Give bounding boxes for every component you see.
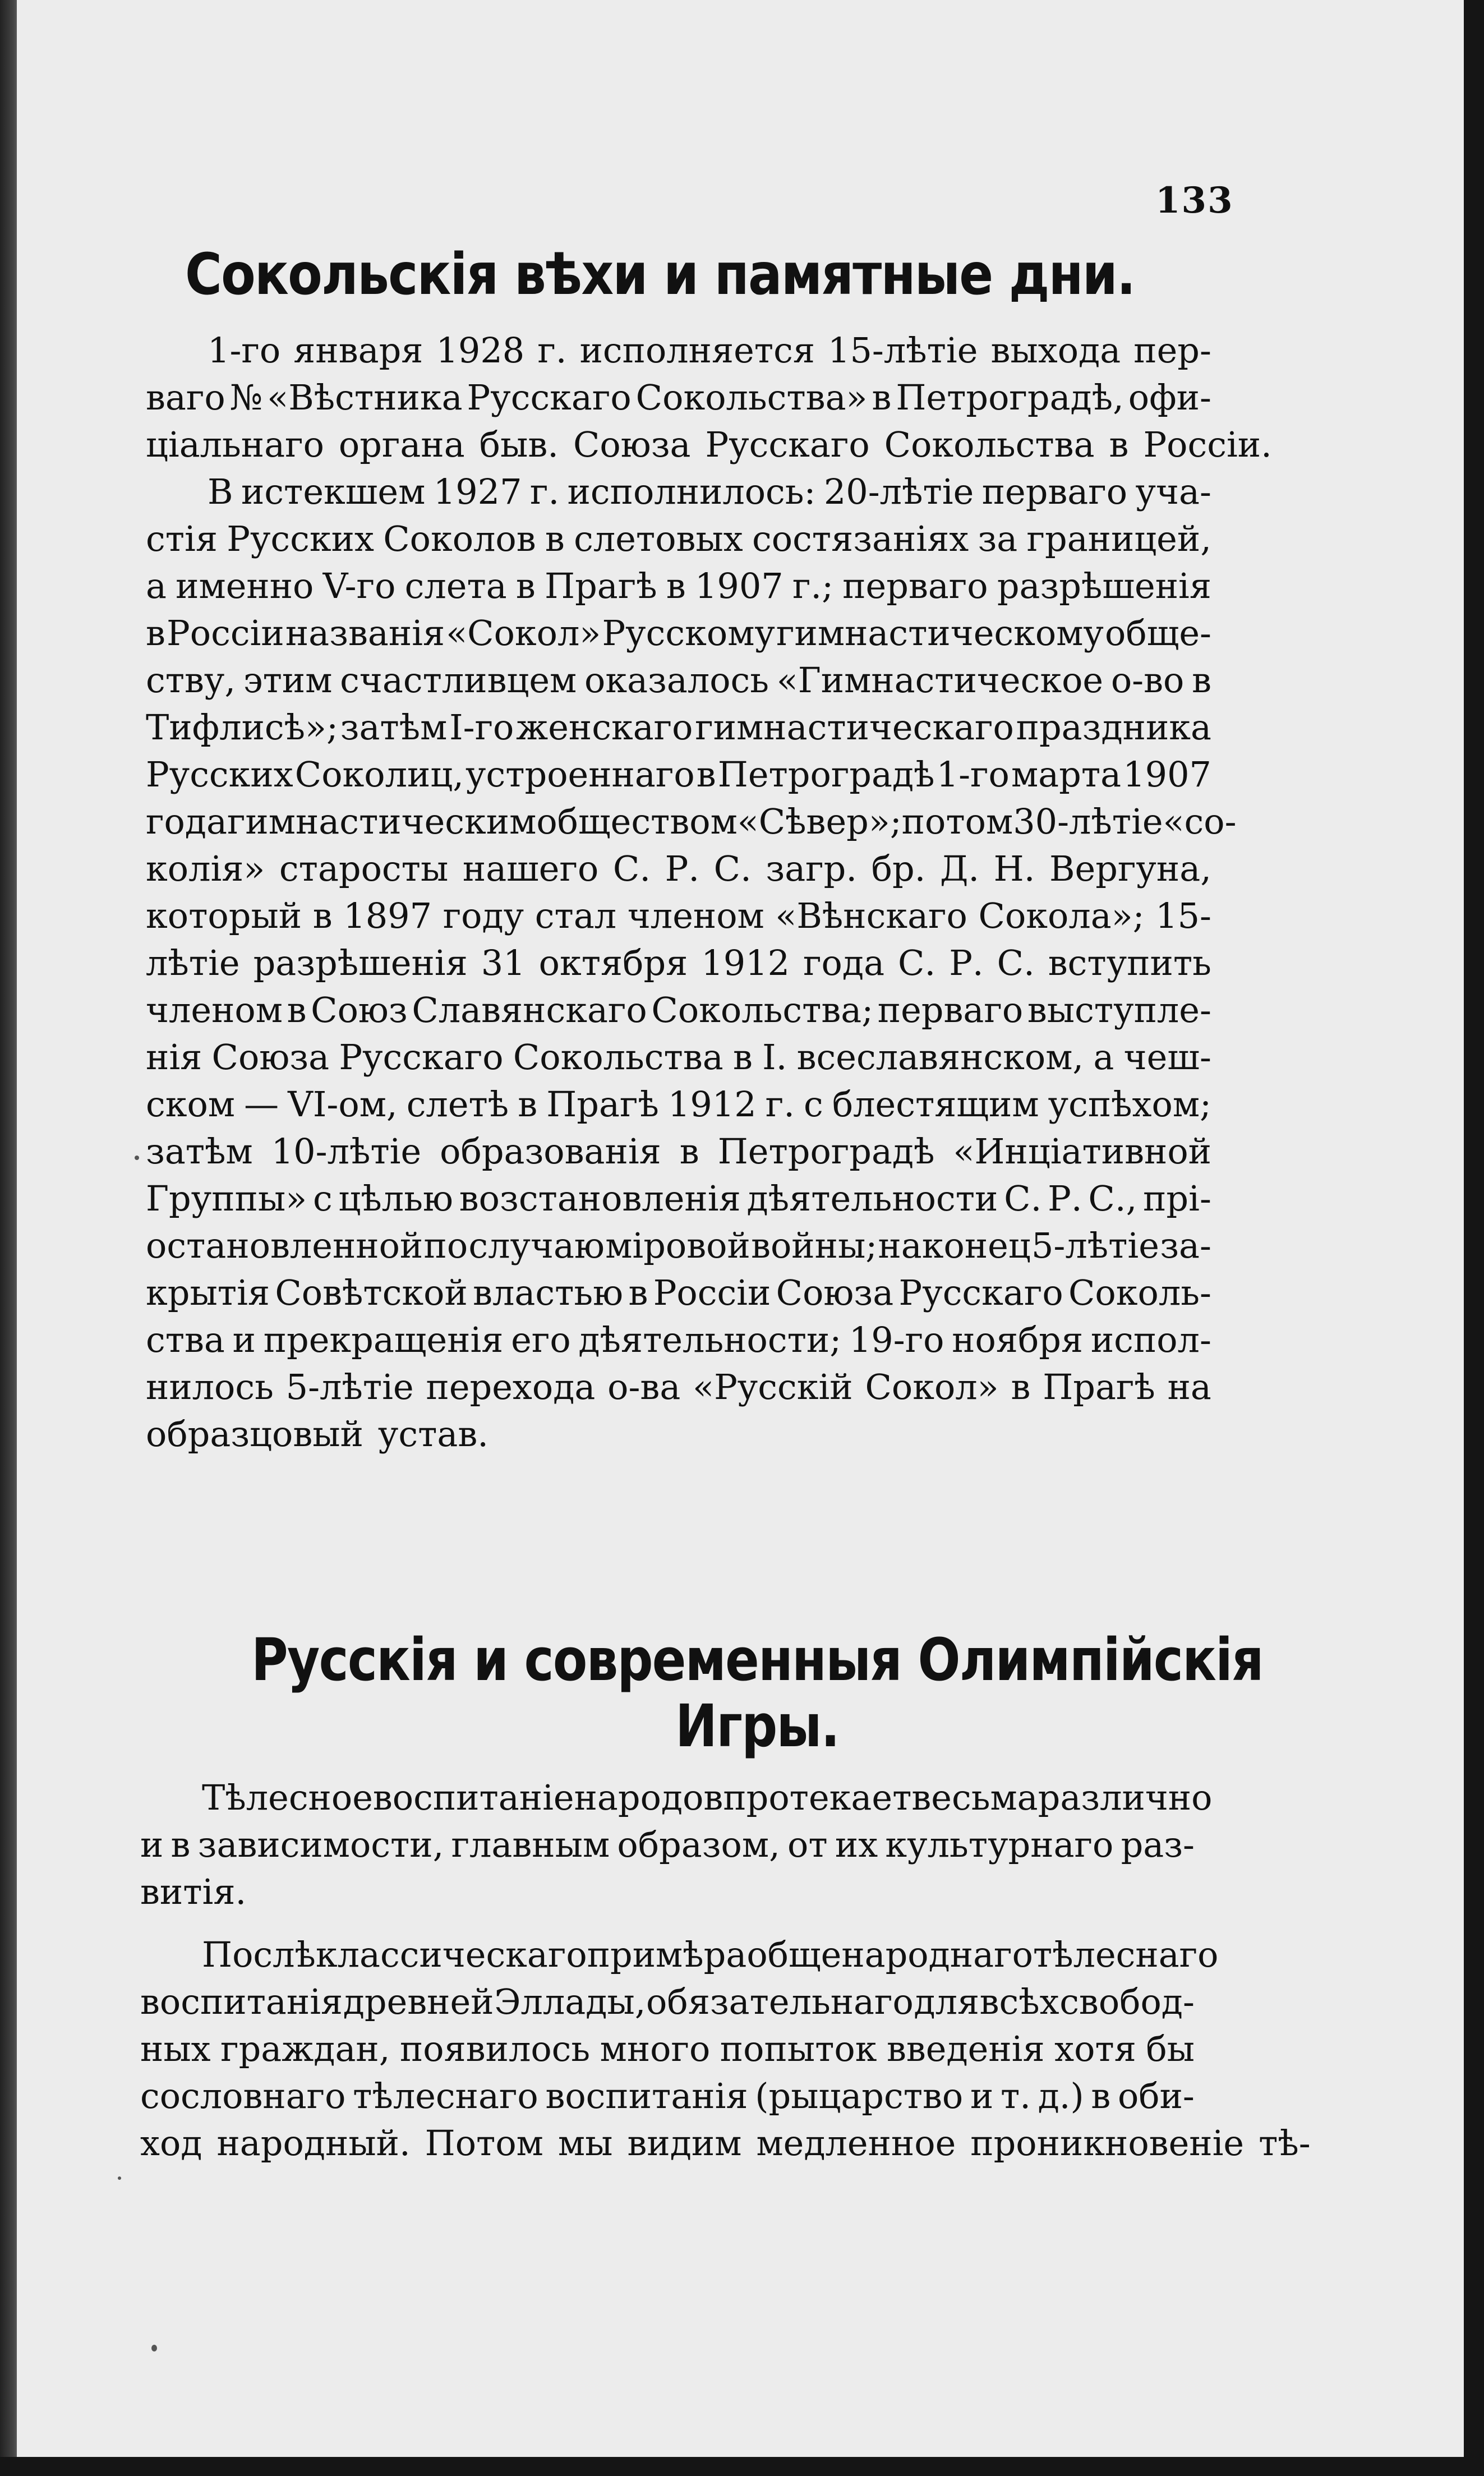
word: дѣятельности <box>746 1178 998 1219</box>
word: хотя <box>1054 2028 1136 2069</box>
word: разрѣшенія <box>253 942 468 983</box>
word: Петроградѣ, <box>896 377 1124 418</box>
word: воспитаніе <box>372 1777 574 1818</box>
word: исполнилось: <box>567 471 816 512</box>
word: обязательнаго <box>646 1981 914 2022</box>
word: их <box>835 1824 878 1865</box>
word: ход <box>140 2123 202 2164</box>
word: Россіи <box>653 1272 771 1313</box>
word: 30-лѣтіе <box>1013 801 1163 842</box>
word: Эллады, <box>494 1981 646 2022</box>
word: нилось <box>146 1366 274 1407</box>
word: устроеннаго <box>466 754 695 795</box>
word: января <box>293 330 423 371</box>
word: в <box>628 1272 648 1313</box>
text-line <box>146 991 1211 1030</box>
word: с <box>804 1084 823 1125</box>
text-line <box>208 331 1211 370</box>
word: 19-го <box>849 1319 944 1360</box>
word: введенія <box>886 2028 1045 2069</box>
word: загр. <box>766 848 858 889</box>
word: нашего <box>462 848 599 889</box>
right-scan-border <box>1462 0 1484 2476</box>
word: колія» <box>146 848 265 889</box>
bottom-scan-border <box>0 2457 1484 2476</box>
word: Потом <box>425 2123 543 2164</box>
word: от <box>787 1824 828 1865</box>
word: «Гимнастическое <box>776 660 1104 701</box>
word: V-го <box>322 565 396 606</box>
word: Славянскаго <box>412 990 647 1030</box>
word: г. <box>529 471 560 512</box>
text-line <box>146 755 1211 794</box>
word: слетѣ <box>406 1084 509 1125</box>
word: на <box>1167 1366 1211 1407</box>
section-2-title <box>163 1627 1352 1759</box>
word: в <box>1109 424 1129 465</box>
word: образованія <box>440 1131 661 1172</box>
word: VI-ом, <box>288 1084 398 1125</box>
word: ных <box>140 2028 211 2069</box>
word: затѣм <box>146 1131 253 1172</box>
word: тѣлеснаго <box>1033 1934 1219 1975</box>
word: наконец <box>878 1225 1031 1266</box>
word: в <box>872 377 892 418</box>
text-line <box>140 2123 1311 2164</box>
text-line <box>146 1368 1211 1407</box>
word: Сокол» <box>865 1366 999 1407</box>
word: стія <box>146 518 218 559</box>
text-line <box>208 472 1211 512</box>
word: 5-лѣтіе <box>1031 1225 1159 1266</box>
word: тѣлеснаго <box>353 2075 538 2116</box>
word: г. <box>537 330 567 371</box>
word: офи- <box>1128 377 1211 418</box>
word: членом <box>627 895 764 936</box>
word: стал <box>534 895 617 936</box>
word: міровой <box>605 1225 750 1266</box>
word: Вергуна, <box>1049 848 1211 889</box>
word: счастливцем <box>340 660 577 701</box>
text-line <box>146 896 1211 936</box>
word: с <box>312 1178 333 1219</box>
word: Русскаго <box>339 1037 504 1078</box>
word: «Инціативной <box>953 1131 1211 1172</box>
word: медленное <box>756 2123 956 2164</box>
word: именно <box>176 565 314 606</box>
word: затѣм <box>340 707 448 748</box>
word: «со- <box>1163 801 1237 842</box>
word: 20-лѣтіе <box>823 471 974 512</box>
section-2-title-line-2: Игры. <box>675 1692 839 1760</box>
text-line <box>140 2029 1195 2069</box>
word: войны; <box>751 1225 878 1266</box>
word: С., <box>1088 1178 1137 1219</box>
word: а <box>146 565 167 606</box>
word: бы <box>1146 2028 1195 2069</box>
word: по <box>423 1225 468 1266</box>
word: ноября <box>952 1319 1084 1360</box>
word: перехода <box>426 1366 596 1407</box>
word: ціальнаго <box>146 424 324 465</box>
word: в <box>696 754 716 795</box>
word: 15- <box>1155 895 1211 936</box>
word: попыток <box>720 2028 877 2069</box>
word: витія. <box>140 1871 247 1912</box>
word: нія <box>146 1037 202 1078</box>
word: тѣ- <box>1259 2123 1311 2164</box>
word: всѣх <box>979 1981 1059 2022</box>
word: классическаго <box>315 1934 587 1975</box>
word: воспитанія <box>140 1981 343 2022</box>
word: Тѣлесное <box>202 1777 373 1818</box>
word: ском <box>146 1084 236 1125</box>
word: года <box>146 801 227 842</box>
word: праздника <box>1016 707 1211 748</box>
word: д.) <box>1038 2075 1084 2116</box>
word: в <box>1011 1366 1031 1407</box>
text-line <box>146 1132 1211 1171</box>
word: зависимости, <box>197 1824 444 1865</box>
scan-speck <box>118 2176 121 2180</box>
word: Россіи. <box>1143 424 1272 465</box>
word: «Вѣстника <box>267 377 463 418</box>
word: Русскаго <box>898 1272 1063 1313</box>
word: Союза <box>211 1037 330 1078</box>
word: блестящим <box>832 1084 1039 1125</box>
word: мы <box>557 2123 613 2164</box>
word: слета <box>404 565 507 606</box>
word: общенароднаго <box>746 1934 1033 1975</box>
word: всеславянском, <box>796 1037 1084 1078</box>
word: прекращенія <box>263 1319 504 1360</box>
word: его <box>511 1319 571 1360</box>
word: Россіи <box>167 613 284 653</box>
text-line <box>140 1825 1195 1865</box>
text-line <box>146 614 1211 653</box>
word: — <box>244 1084 279 1125</box>
word: Соколов <box>383 518 536 559</box>
word: в <box>146 613 165 653</box>
word: раз- <box>1121 1824 1195 1865</box>
word: властью <box>473 1272 624 1313</box>
word: граждан, <box>220 2028 390 2069</box>
word: 5-лѣтіе <box>285 1366 414 1407</box>
word: и <box>970 2075 994 2116</box>
word: года <box>803 942 885 983</box>
word: потом <box>901 801 1013 842</box>
word: культурнаго <box>885 1824 1114 1865</box>
word: перваго <box>981 471 1128 512</box>
word: для <box>914 1981 980 2022</box>
word: воспитанія <box>545 2075 748 2116</box>
word: в <box>170 1824 191 1865</box>
word: 1-го <box>936 754 1010 795</box>
word: 15-лѣтіе <box>828 330 978 371</box>
word: свобод- <box>1059 1981 1195 2022</box>
scan-speck <box>135 1156 139 1160</box>
word: Прагѣ <box>1043 1366 1155 1407</box>
word: Русскому <box>602 613 775 653</box>
text-line <box>146 1179 1211 1218</box>
word: гимнастическим <box>227 801 537 842</box>
word: чеш- <box>1123 1037 1211 1078</box>
text-line <box>146 801 1237 842</box>
word: народов <box>574 1777 723 1818</box>
word: появилось <box>399 2028 591 2069</box>
word: быв. <box>479 424 559 465</box>
word: исполняется <box>579 330 815 371</box>
word: и <box>232 1319 256 1360</box>
word: а <box>1093 1037 1114 1078</box>
word: выхода <box>990 330 1121 371</box>
word: в <box>1192 660 1211 701</box>
word: Совѣтской <box>275 1272 468 1313</box>
word: сословнаго <box>140 2075 346 2116</box>
word: границей, <box>1026 518 1211 559</box>
word: в <box>312 895 333 936</box>
text-line <box>140 1982 1195 2022</box>
text-line <box>146 1415 1211 1454</box>
book-page <box>17 0 1464 2457</box>
word: вступить <box>1048 942 1211 983</box>
word: Группы» <box>146 1178 307 1219</box>
word: Н. <box>993 848 1035 889</box>
scan-speck <box>151 2345 157 2351</box>
word: членом <box>146 990 283 1030</box>
word: состязаніях <box>752 518 969 559</box>
word: году <box>443 895 524 936</box>
word: и <box>140 1824 164 1865</box>
word: Р. <box>665 848 700 889</box>
word: в <box>545 518 565 559</box>
word: В <box>208 471 233 512</box>
word: Русских <box>146 754 293 795</box>
word: ваго <box>146 377 225 418</box>
word: гимнастическому <box>776 613 1104 653</box>
word: испол- <box>1090 1319 1211 1360</box>
word: Петроградѣ <box>717 1131 935 1172</box>
word: 1-го <box>208 330 281 371</box>
word: в <box>1091 2075 1111 2116</box>
word: в <box>287 990 307 1030</box>
word: Русскаго <box>467 377 632 418</box>
word: старосты <box>279 848 449 889</box>
word: крытія <box>146 1272 270 1313</box>
word: в <box>679 1131 699 1172</box>
word: видим <box>627 2123 742 2164</box>
word: С. <box>997 942 1035 983</box>
section-1-title: Сокольскія вѣхи и памятные дни. <box>185 241 1135 308</box>
word: народный. <box>216 2123 411 2164</box>
word: случаю <box>468 1225 605 1266</box>
word: (рыцарство <box>755 2075 964 2116</box>
word: названія <box>285 613 445 653</box>
word: 1897 <box>343 895 432 936</box>
word: в <box>518 1084 538 1125</box>
word: протекает <box>723 1777 912 1818</box>
text-line <box>146 1273 1211 1313</box>
word: за- <box>1160 1225 1211 1266</box>
word: женскаго <box>516 707 693 748</box>
word: № <box>229 377 263 418</box>
word: 1927 <box>433 471 522 512</box>
word: Союза <box>573 424 691 465</box>
word: весьма <box>911 1777 1038 1818</box>
word: перваго <box>877 990 1024 1030</box>
word: много <box>600 2028 711 2069</box>
text-line <box>140 1872 1195 1912</box>
word: Послѣ <box>202 1934 316 1975</box>
word: цѣлью <box>338 1178 453 1219</box>
word: разрѣшенія <box>997 565 1211 606</box>
text-line <box>146 849 1211 889</box>
word: Прагѣ <box>545 565 657 606</box>
text-line <box>202 1934 1219 1975</box>
text-line <box>146 1226 1211 1265</box>
text-line <box>202 1777 1213 1818</box>
word: истекшем <box>241 471 426 512</box>
word: органа <box>338 424 465 465</box>
text-line <box>146 378 1211 417</box>
word: обще- <box>1105 613 1211 653</box>
word: «Русскій <box>693 1366 853 1407</box>
word: о-во <box>1110 660 1185 701</box>
word: «Сокол» <box>446 613 601 653</box>
word: С. <box>612 848 651 889</box>
word: Д. <box>939 848 980 889</box>
text-line <box>146 944 1211 983</box>
word: «Сѣвер»; <box>737 801 902 842</box>
word: т. <box>1000 2075 1031 2116</box>
word: лѣтіе <box>146 942 240 983</box>
word: Соколиц, <box>294 754 464 795</box>
word: Р. <box>1048 1178 1082 1219</box>
word: Прагѣ <box>546 1084 659 1125</box>
word: «Вѣнскаго <box>775 895 967 936</box>
word: Сокольства <box>884 424 1095 465</box>
word: Сокольства <box>513 1037 723 1078</box>
word: Р. <box>949 942 984 983</box>
word: Тифлисѣ»; <box>146 707 338 748</box>
word: г. <box>765 1084 795 1125</box>
text-line <box>146 424 1272 465</box>
word: С. <box>1004 1178 1042 1219</box>
word: пер- <box>1133 330 1211 371</box>
word: в <box>666 565 686 606</box>
word: остановленной <box>146 1225 423 1266</box>
text-line <box>146 567 1211 606</box>
section-2-title-line-1: Русскія и современныя Олимпійскія <box>251 1626 1263 1694</box>
word: уча- <box>1135 471 1211 512</box>
word: этим <box>243 660 333 701</box>
word: главным <box>451 1824 610 1865</box>
word: Союза <box>776 1272 894 1313</box>
word: Сокольства» <box>635 377 868 418</box>
word: перваго <box>842 565 988 606</box>
word: устав. <box>377 1414 488 1455</box>
word: прі- <box>1143 1178 1211 1219</box>
word: образом, <box>617 1824 780 1865</box>
word: о-ва <box>607 1366 681 1407</box>
word: оказалось <box>584 660 769 701</box>
word: 31 <box>481 942 526 983</box>
word: 1907 <box>694 565 784 606</box>
text-line <box>146 661 1211 700</box>
word: за <box>978 518 1018 559</box>
word: различно <box>1038 1777 1213 1818</box>
word: дѣятельности; <box>578 1319 842 1360</box>
word: гимнастическаго <box>695 707 1014 748</box>
word: С. <box>898 942 936 983</box>
word: в <box>732 1037 753 1078</box>
word: С. <box>713 848 752 889</box>
text-line <box>146 1320 1211 1360</box>
word: в <box>515 565 536 606</box>
word: I-го <box>449 707 514 748</box>
word: Соколь- <box>1068 1272 1211 1313</box>
word: 1928 <box>436 330 525 371</box>
word: проникновеніе <box>970 2123 1245 2164</box>
text-line <box>146 1038 1211 1077</box>
word: г.; <box>792 565 834 606</box>
word: слетовых <box>574 518 743 559</box>
word: 1912 <box>667 1084 757 1125</box>
word: возстановленія <box>459 1178 741 1219</box>
word: Русскаго <box>705 424 870 465</box>
word: успѣхом; <box>1048 1084 1211 1125</box>
text-line <box>146 708 1211 747</box>
word: Сокола»; <box>978 895 1145 936</box>
word: древней <box>343 1981 494 2022</box>
word: 10-лѣтіе <box>271 1131 422 1172</box>
word: образцовый <box>146 1414 363 1455</box>
word: который <box>146 895 302 936</box>
text-line <box>146 519 1211 559</box>
word: 1907 <box>1123 754 1211 795</box>
word: Русских <box>227 518 374 559</box>
word: марта <box>1011 754 1122 795</box>
text-line <box>140 2077 1195 2116</box>
page-number: 133 <box>1155 180 1234 222</box>
word: 1912 <box>701 942 790 983</box>
word: ству, <box>146 660 236 701</box>
word: примѣра <box>587 1934 747 1975</box>
word: I. <box>762 1037 787 1078</box>
word: октября <box>538 942 688 983</box>
word: Сокольства; <box>651 990 874 1030</box>
word: Петроградѣ <box>717 754 935 795</box>
word: оби- <box>1117 2075 1195 2116</box>
word: бр. <box>871 848 926 889</box>
word: Союз <box>311 990 408 1030</box>
word: обществом <box>536 801 738 842</box>
word: ства <box>146 1319 225 1360</box>
text-line <box>146 1085 1211 1124</box>
word: выступле- <box>1027 990 1211 1030</box>
